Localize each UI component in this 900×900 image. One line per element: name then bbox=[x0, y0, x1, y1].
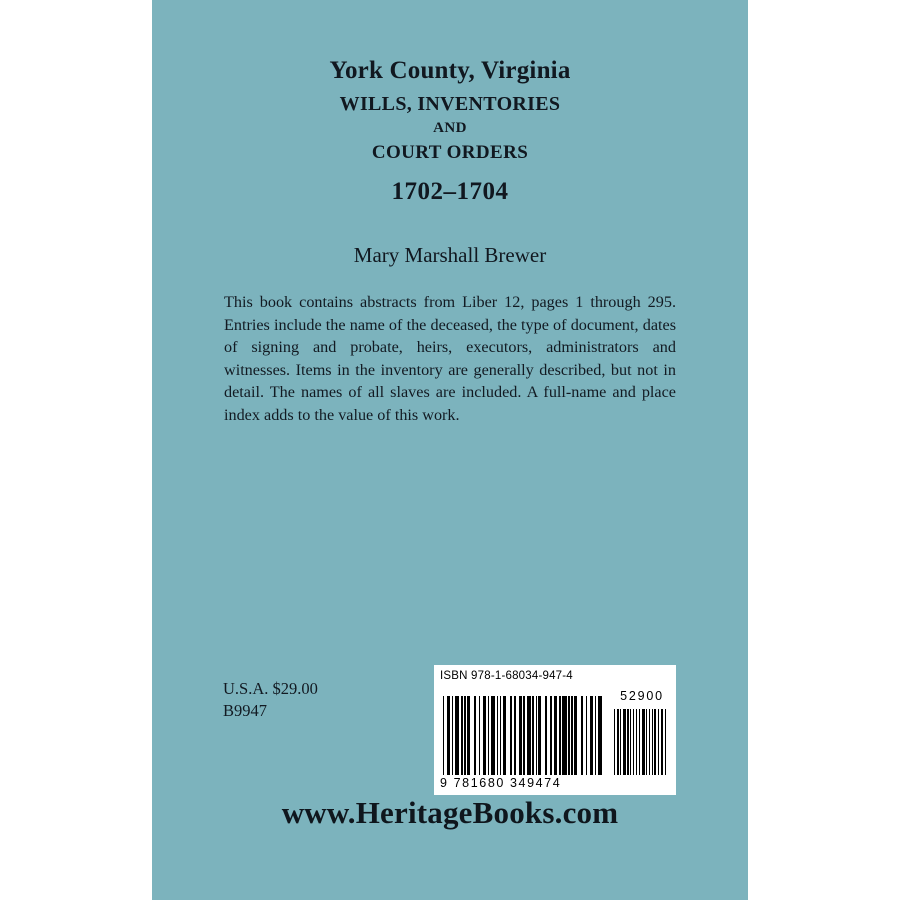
cover-panel bbox=[152, 0, 748, 900]
book-description: This book contains abstracts from Liber 12, pages 1 through 295. Entries include the name of the deceased, the type of document, dates of signing and probate, heirs, executors, administrators and witnesses. Items in the inventory are generally described, but not in detail. The names of all slaves are included. A full-name and place index adds to the value of this work. bbox=[224, 293, 676, 424]
barcode-ean13-bars bbox=[443, 696, 601, 775]
isbn-label: ISBN 978-1-68034-947-4 bbox=[440, 670, 573, 682]
price-block bbox=[223, 678, 318, 722]
cover-content bbox=[152, 0, 748, 900]
book-title-line-4: COURT ORDERS bbox=[371, 142, 529, 163]
book-title-date-range: 1702–1704 bbox=[391, 178, 509, 205]
barcode-ean-digits: 9 781680 349474 bbox=[440, 776, 562, 790]
publisher-website: www.HeritageBooks.com bbox=[281, 795, 619, 830]
barcode-addon-digits: 52900 bbox=[620, 689, 664, 703]
book-title-main: York County, Virginia bbox=[329, 57, 571, 84]
item-code-text: B9947 bbox=[223, 701, 268, 720]
book-author: Mary Marshall Brewer bbox=[353, 243, 547, 267]
book-title-line-2: WILLS, INVENTORIES bbox=[339, 93, 561, 115]
price-text: U.S.A. $29.00 bbox=[223, 679, 318, 698]
book-title-line-3: AND bbox=[433, 120, 467, 136]
barcode-addon-bars bbox=[614, 709, 668, 775]
barcode-area bbox=[434, 665, 676, 795]
